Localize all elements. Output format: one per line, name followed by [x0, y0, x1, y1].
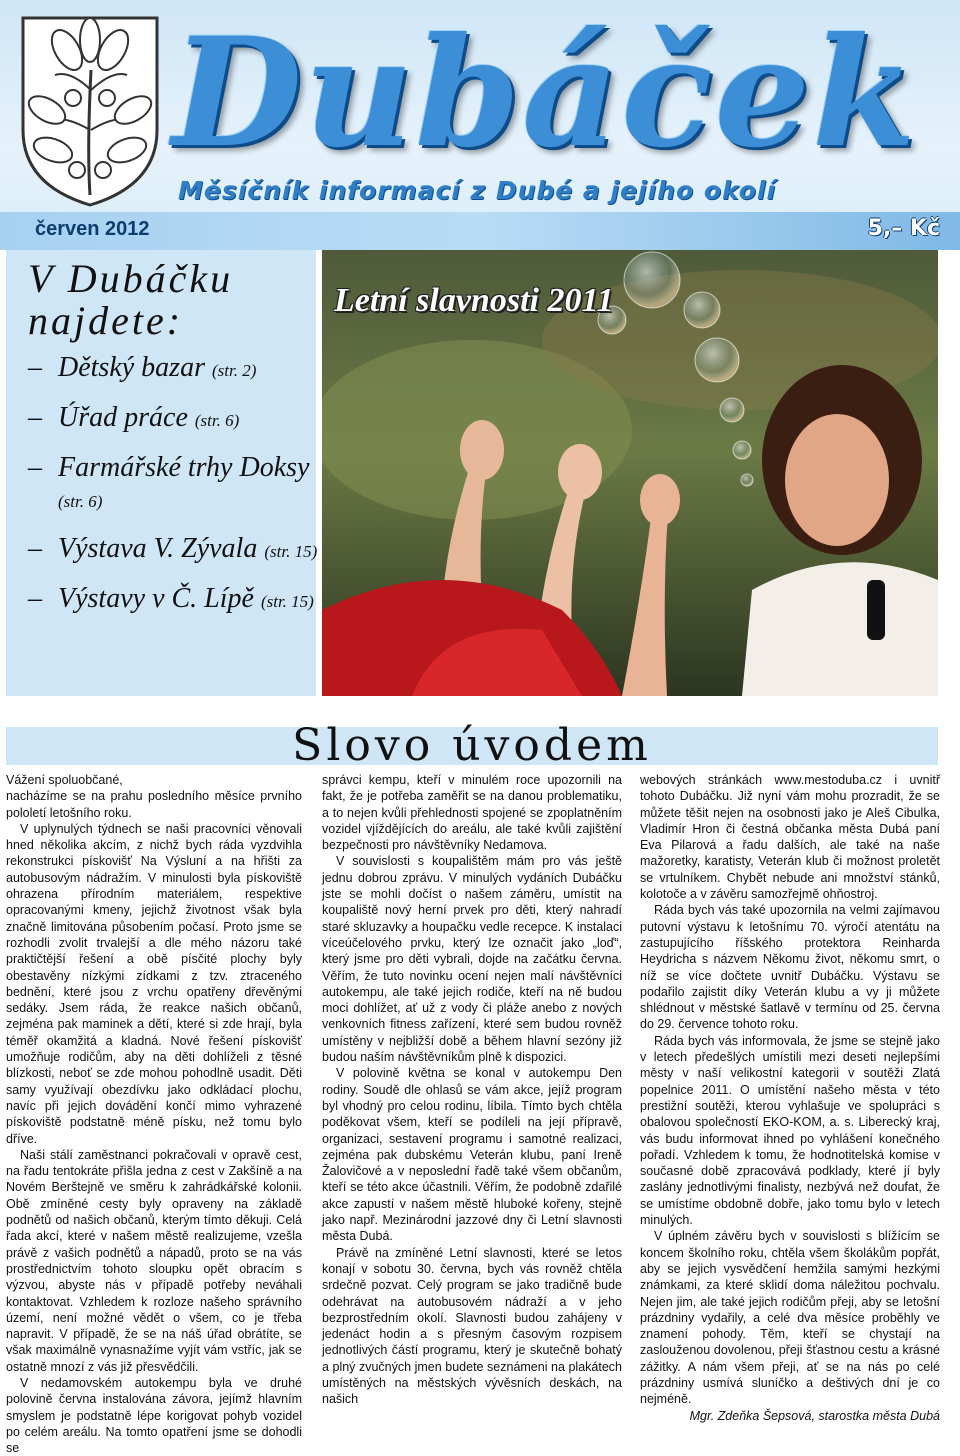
author-signature: Mgr. Zdeňka Šepsová, starostka města Dubá [689, 1408, 940, 1423]
list-item [28, 352, 318, 386]
photo-caption: Letní slavnosti 2011 [334, 282, 614, 319]
paragraph: Ráda bych vás také upozornila na velmi zajímavou putovní výstavu k letošnímu 70. výročí atentátu na zastupujícího říšského protektora Reinharda Heydricha s názvem Někomu život, někomu smrt, o níž se více dočtete uvnitř Dubáčku. Výstavu se podařilo zajistit díky Veterán klubu a vy ji můžete shlédnout v městské šatlavě v termínu od 25. června do 29. července tohoto roku. [640, 903, 940, 1032]
dash-marker: – [28, 583, 42, 614]
issue-date: červen 2012 [35, 218, 150, 240]
article-column-2 [322, 772, 622, 1408]
paragraph: nacházíme se na prahu posledního měsíce prvního pololetí letošního roku. [6, 789, 302, 820]
item-title: Výstava V. Zývala [58, 533, 258, 564]
contents-title [28, 258, 233, 342]
price-label: 5,– Kč [867, 216, 940, 241]
dash-marker: – [28, 452, 42, 483]
contents-box [6, 250, 316, 696]
item-title: Úřad práce [58, 402, 188, 433]
paragraph: Právě na zmíněné Letní slavnosti, které se letos konají v sobotu 30. června, bych vás rovněž chtěla srdečně pozvat. Celý program se jako tradičně bude odehrávat na autobusovém nádraží a v jeho bezprostředním okolí. Slavnosti budou zahájeny v jedenáct hodin a s přesným časovým rozpisem jednotlivých částí programu, který je skutečně bohatý a plný zvučných jmen budete seznámeni na plakátech umístěných na městských vývěsních deskách, na našich [322, 1245, 622, 1407]
article-heading: Slovo úvodem [292, 720, 652, 771]
paragraph: V polovině května se konal v autokempu Den rodiny. Soudě dle ohlasů se vám akce, jejíž program byl vhodný pro celou rodinu, líbila. Tímto bych chtěla poděkovat všem, kteří se podíleli na její přípravě, organizaci, sestavení programu i samotné realizaci, zejména pak dubskému Veterán klubu, paní Ireně Žalovičové a v neposlední řadě také všem občanům, kteří se této akce účastnili. Věřím, že podobně zdařilé akce zapustí v našem městě hluboké kořeny, stejně jako např. Mezinárodní jazzové dny či Letní slavnosti města Dubá. [322, 1066, 622, 1244]
paragraph: V úplném závěru bych v souvislosti s blížícím se koncem školního roku, chtěla všem školákům popřát, aby se jejich vysvědčení hemžila samými hezkými známkami, za které sklidí doma náležitou pochvalu. Nejen jim, ale také jejich rodičům přeji, aby se letošní prázdniny vydařily, a celé dva měsíce proběhly ve znamení pohody. Těm, kteří se chystají na zaslouženou dovolenou, přeji šťastnou cestu a krásné zážitky. A nám všem přeji, ať se na nás po celé prázdniny usmívá sluníčko a deštivých dní je co nejméně. [640, 1229, 940, 1407]
list-item [28, 583, 318, 617]
contents-title-line2: najdete: [28, 298, 184, 343]
town-crest-icon [15, 10, 165, 210]
paragraph: V nedamovském autokempu byla ve druhé polovině června instalována závora, jejímž hlavním smyslem je podstatně lépe korigovat pohyb vozidel po celém areálu. Na tomto opatření jsme se dohodli se [6, 1375, 302, 1456]
paragraph: Ráda bych vás informovala, že jsme se stejně jako v letech předešlých umístili mezi deseti nejlepšími městy v naší velikostní kategorii v soutěži Zlatá popelnice 2011. O umístění našeho města v této prestižní soutěži, kterou vyhlašuje ve spolupráci s obalovou společností EKO-KOM, a. s. Liberecký kraj, vás budu informovat ihned po vyhlášení konečného pořadí. Vzhledem k tomu, že hodnotitelská komise v současné době zpracovává podklady, které jí byly zaslány jednotlivými finalisty, nezbývá než doufat, že se umístíme obdobně dobře, jako tomu bylo v letech minulých. [640, 1033, 940, 1228]
item-title: Dětský bazar [58, 352, 205, 383]
paragraph: V souvislosti s koupalištěm mám pro vás ještě jednu dobrou zprávu. V minulých vydáních Dubáčku jste se mohli dočíst o našem záměru, umístit na koupaliště nový herní prvek pro děti, který nahradí staré skluzavky a houpačku vedle recepce. K instalaci víceúčelového prvku, který lze označit jako „loď“, který jsme pro děti vybrali, dojde na začátku června. Věřím, že tuto novinku ocení nejen malí návštěvníci autokempu, ale také jejich rodiče, kteří na ně budou moci dohlížet, ať už z vody či pláže anebo z nových venkovních fitness zařízení, které sem budou rovněž umístěny v nejbližší době a během hlavní sezóny již budou naším návštěvníkům plně k dispozici. [322, 854, 622, 1065]
dash-marker: – [28, 402, 42, 433]
paragraph: Naši stálí zaměstnanci pokračovali v opravě cest, na řadu tentokráte přišla jedna z cest v Zakšíně a na Novém Berštejně ve směru k zahrádkářské kolonii. Obě zmíněné cesty byly opraveny na základě podnětů od našich občanů, kterým tímto děkuji. Celá řada akcí, které v našem městě realizujeme, vzešla právě z vašich podnětů a nápadů, proto se na vás prostřednictvím tohoto sloupku opět obracím s výzvou, abyste nás v případě potřeby neváhali kontaktovat. Vzhledem k rozloze našeho správního území, není možné vědět o všem, co je třeba napravit. V případě, že se na náš úřad obrátíte, se však maximálně vynasnažíme vyjít vám vstříc, jak se ostatně mnozí z vás již přesvědčili. [6, 1147, 302, 1374]
item-title: Výstavy v Č. Lípě [58, 583, 254, 614]
paragraph: správci kempu, kteří v minulém roce upozornili na fakt, že je potřeba zaměřit se na danou problematiku, a to nejen kvůli přehlednosti spojené se zpoplatněním vozidel vjíždějících do areálu, ale také kvůli zajištění bezpečnosti pro návštěvníky Nedamova. [322, 773, 622, 853]
newsletter-title: Dubáček [172, 5, 918, 181]
item-page: (str. 6) [58, 492, 103, 511]
contents-list [28, 352, 318, 633]
item-page: (str. 2) [211, 361, 257, 380]
list-item [28, 452, 318, 517]
dash-marker: – [28, 533, 42, 564]
list-item [28, 402, 318, 436]
article-column-3 [640, 772, 940, 1424]
item-page: (str. 15) [260, 592, 314, 611]
newsletter-subtitle: Měsíčník informací z Dubé a jejího okolí [178, 176, 777, 205]
paragraph: Vážení spoluobčané, [6, 773, 123, 787]
contents-title-line1: V Dubáčku [28, 256, 234, 301]
article-column-1 [6, 772, 302, 1456]
paragraph: webových stránkách www.mestoduba.cz i uvnitř tohoto Dubáčku. Již nyní vám mohu prozradit, že se můžete těšit nejen na osobnosti jako je Aleš Cibulka, Vladimír Hron či čestná občanka města Dubá paní Eva Pilarová a řadu dalších, ale také na naše mažoretky, karatisty, Veterán klub či možnost proletět se vrtulníkem. Chybět nebude ani množství stánků, kolotoče a v závěru samozřejmě ohňostroj. [640, 773, 940, 902]
item-title: Farmářské trhy Doksy [58, 452, 310, 483]
dash-marker: – [28, 352, 42, 383]
paragraph: V uplynulých týdnech se naši pracovníci věnovali hned několika akcím, z nichž bych ráda vyzdvihla rekonstrukci pískovišť Na Výsluní a na hřišti za autobusovým nádražím. V minulosti byla pískoviště ohrazena přírodním materiálem, respektive opracovanými kmeny, jejichž životnost však byla značně limitována působením počasí. Proto jsme se rozhodli zvolit trvalejší a dle mého názoru také praktičtější řešení a obě písčité plochy byly obestavěny nízkými zídkami z tzv. ztraceného bednění, které jsou z vrchu opatřeny dřevěnými sedáky. Jsem ráda, že reakce našich občanů, zejména pak maminek a dětí, které si zde hrají, byla téměř okamžitá a kladná. Nové řešení pískovišť umožňuje rodičům, aby na děti dohlíželi z těsné blízkosti, neboť se zde mohou pohodlně usadit. Děti samy využívají obezdívku jako odkládací plochu, navíc při jejich dovádění končí mimo vyhrazené pískoviště podstatně méně písku, než tomu bylo dříve. [6, 821, 302, 1146]
list-item [28, 533, 318, 567]
item-page: (str. 15) [264, 542, 318, 561]
item-page: (str. 6) [194, 411, 240, 430]
